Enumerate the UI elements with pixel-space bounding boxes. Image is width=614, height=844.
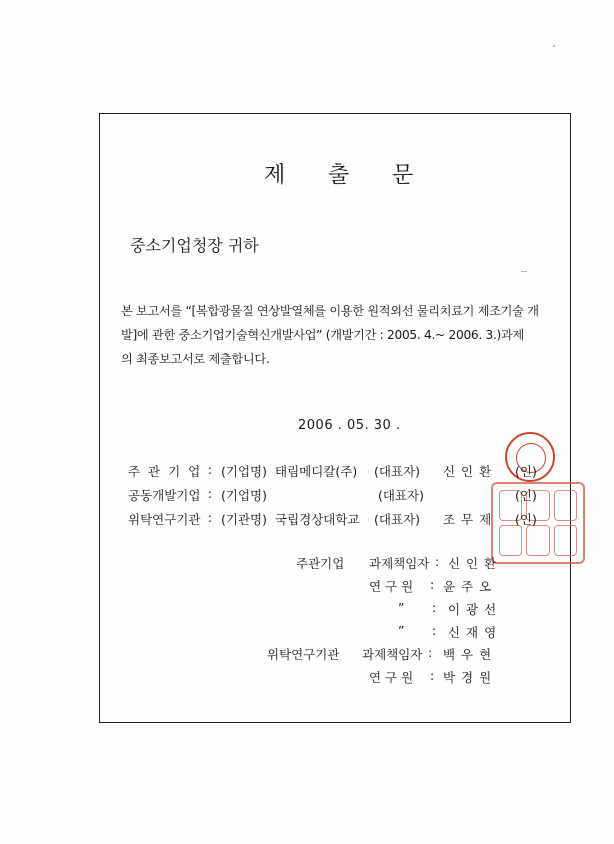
org-rep-label: (대표자) [374,512,420,527]
body-line-1: 본 보고서를 “[복합광물질 연상발열체를 이용한 원적외선 물리치료기 제조기술 개 [121,304,539,318]
org-seal-mark: (인) [515,464,537,479]
org-rep-name: 조 무 제 [443,512,493,527]
staff-name: 이 광 선 [448,602,498,617]
org-seal-mark: (인) [515,488,537,503]
title-char-2: 출 [328,163,350,188]
org-kind: (기업명) [221,464,267,479]
org-sep: : [208,510,213,525]
scan-speck [553,45,555,47]
document-title [0,158,614,188]
staff-role: ” [398,600,405,615]
staff-role: 과제책임자 [362,647,423,662]
staff-sep: : [428,645,433,660]
scan-speck [521,271,527,272]
title-char-3: 문 [392,163,414,188]
org-role: 주 관 기 업 [128,464,203,479]
staff-name: 백 우 현 [443,647,493,662]
staff-role: 과제책임자 [369,556,430,571]
org-sep: : [208,462,213,477]
org-kind: (기업명) [221,488,267,503]
org-kind: (기관명) [221,512,267,527]
staff-role: 연 구 원 [369,579,414,594]
body-line-2: 발]에 관한 중소기업기술혁신개발사업” (개발기간 : 2005. 4.~ 2006. 3.)과제 [121,328,524,342]
staff-sep: : [430,577,435,592]
staff-sep: : [432,600,437,615]
org-role: 공동개발기업 [128,488,201,503]
org-role: 위탁연구기관 [128,512,201,527]
staff-role: 연 구 원 [369,670,414,685]
square-seal-stamp [491,482,585,564]
org-rep-label: (대표자) [378,488,424,503]
org-rep-label: (대표자) [374,464,420,479]
staff-org: 위탁연구기관 [267,647,340,662]
title-char-1: 제 [264,163,286,188]
staff-sep: : [435,554,440,569]
body-line-3: 의 최종보고서로 제출합니다. [121,352,270,366]
staff-sep: : [432,623,437,638]
org-name: 태림메디칼(주) [275,464,358,479]
org-name: 국립경상대학교 [275,512,360,527]
staff-name: 박 경 원 [443,670,493,685]
org-rep-name: 신 인 환 [443,464,493,479]
submission-date: 2006 . 05. 30 . [298,418,401,433]
addressee: 중소기업청장 귀하 [130,236,259,255]
staff-role: ” [398,623,405,638]
org-sep: : [208,486,213,501]
staff-name: 윤 주 오 [443,579,493,594]
staff-sep: : [430,668,435,683]
staff-name: 신 재 영 [448,625,498,640]
staff-name: 신 인 환 [448,556,498,571]
org-seal-mark: (인) [515,512,537,527]
staff-org: 주관기업 [296,556,345,571]
